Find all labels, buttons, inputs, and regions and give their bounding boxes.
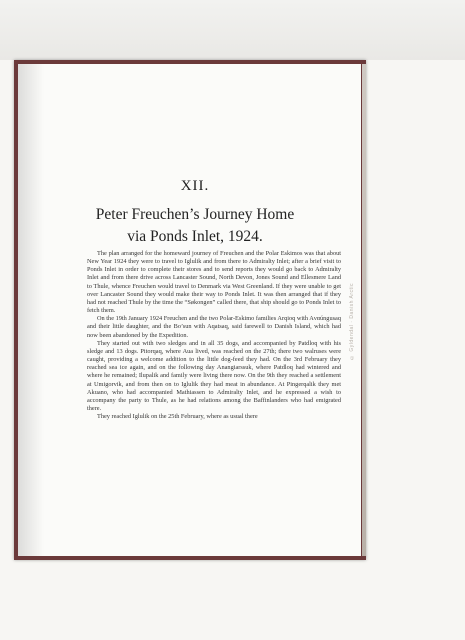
paragraph: They started out with two sledges and in all 35 dogs, and accompanied by Patdloq with his sledge and 13 dogs. Pitorqaq, where Aua lived, was reached on the 27th; there two walruses were caught, providing a welcome addition to the little dog-feed they had. On the 3rd February they reached sea ice again, and on the following day Anangiarssuk, where Patdloq had wintered and where he remained; Ilupalik and family were living there now. On the 9th they reached a settlement at Umigorvik, and from then on to Iglulik they had meat in abundance. At Pingerqalik they met Akuano, who had accompanied Mathiassen to Admiralty Inlet, and he expressed a wish to accompany the party to Thule, as he had relations among the Baffinlanders who had emigrated there.	[87, 339, 341, 412]
chapter-title-line-1: Peter Freuchen’s Journey Home	[95, 206, 295, 223]
paragraph: On the 19th January 1924 Freuchen and the two Polar-Eskimo families Arqioq with Aναúngusaq and their little daughter, and the Bo’sun with Aqatsaq, said farewell to Danish Island, which had now been abandoned by the Expedition.	[87, 315, 341, 339]
paragraph: They reached Iglulik on the 25th February, where as usual there	[97, 413, 258, 421]
chapter-title-line-2: via Ponds Inlet, 1924.	[127, 228, 263, 245]
page-edge-strip	[362, 64, 366, 556]
chapter-number: XII.	[180, 178, 210, 194]
side-stamp: © Gyldendal · Danish Arctic	[349, 282, 355, 360]
binding-shadow	[18, 64, 44, 556]
chapter-title	[30, 204, 360, 248]
body-text	[87, 250, 341, 421]
scan-background	[0, 0, 465, 60]
paragraph: The plan arranged for the homeward journey of Freuchen and the Polar Eskimos was that about New Year 1924 they were to travel to Iglulik and from there to Admiralty Inlet; after a brief visit to Ponds Inlet in order to complete their stores and to send reports they would go back to Admiralty Inlet and from there drive across Lancaster Sound, North Devon, Jones Sound and Ellesmere Land to Thule, whence Freuchen would travel to Denmark via West Greenland. If they were unable to get over Lancaster Sound they would make their way to Ponds Inlet. It was then arranged that if they had not reached Thule by the time the “Søkongen” called there, that ship should go to Ponds Inlet to fetch them.	[87, 250, 341, 315]
